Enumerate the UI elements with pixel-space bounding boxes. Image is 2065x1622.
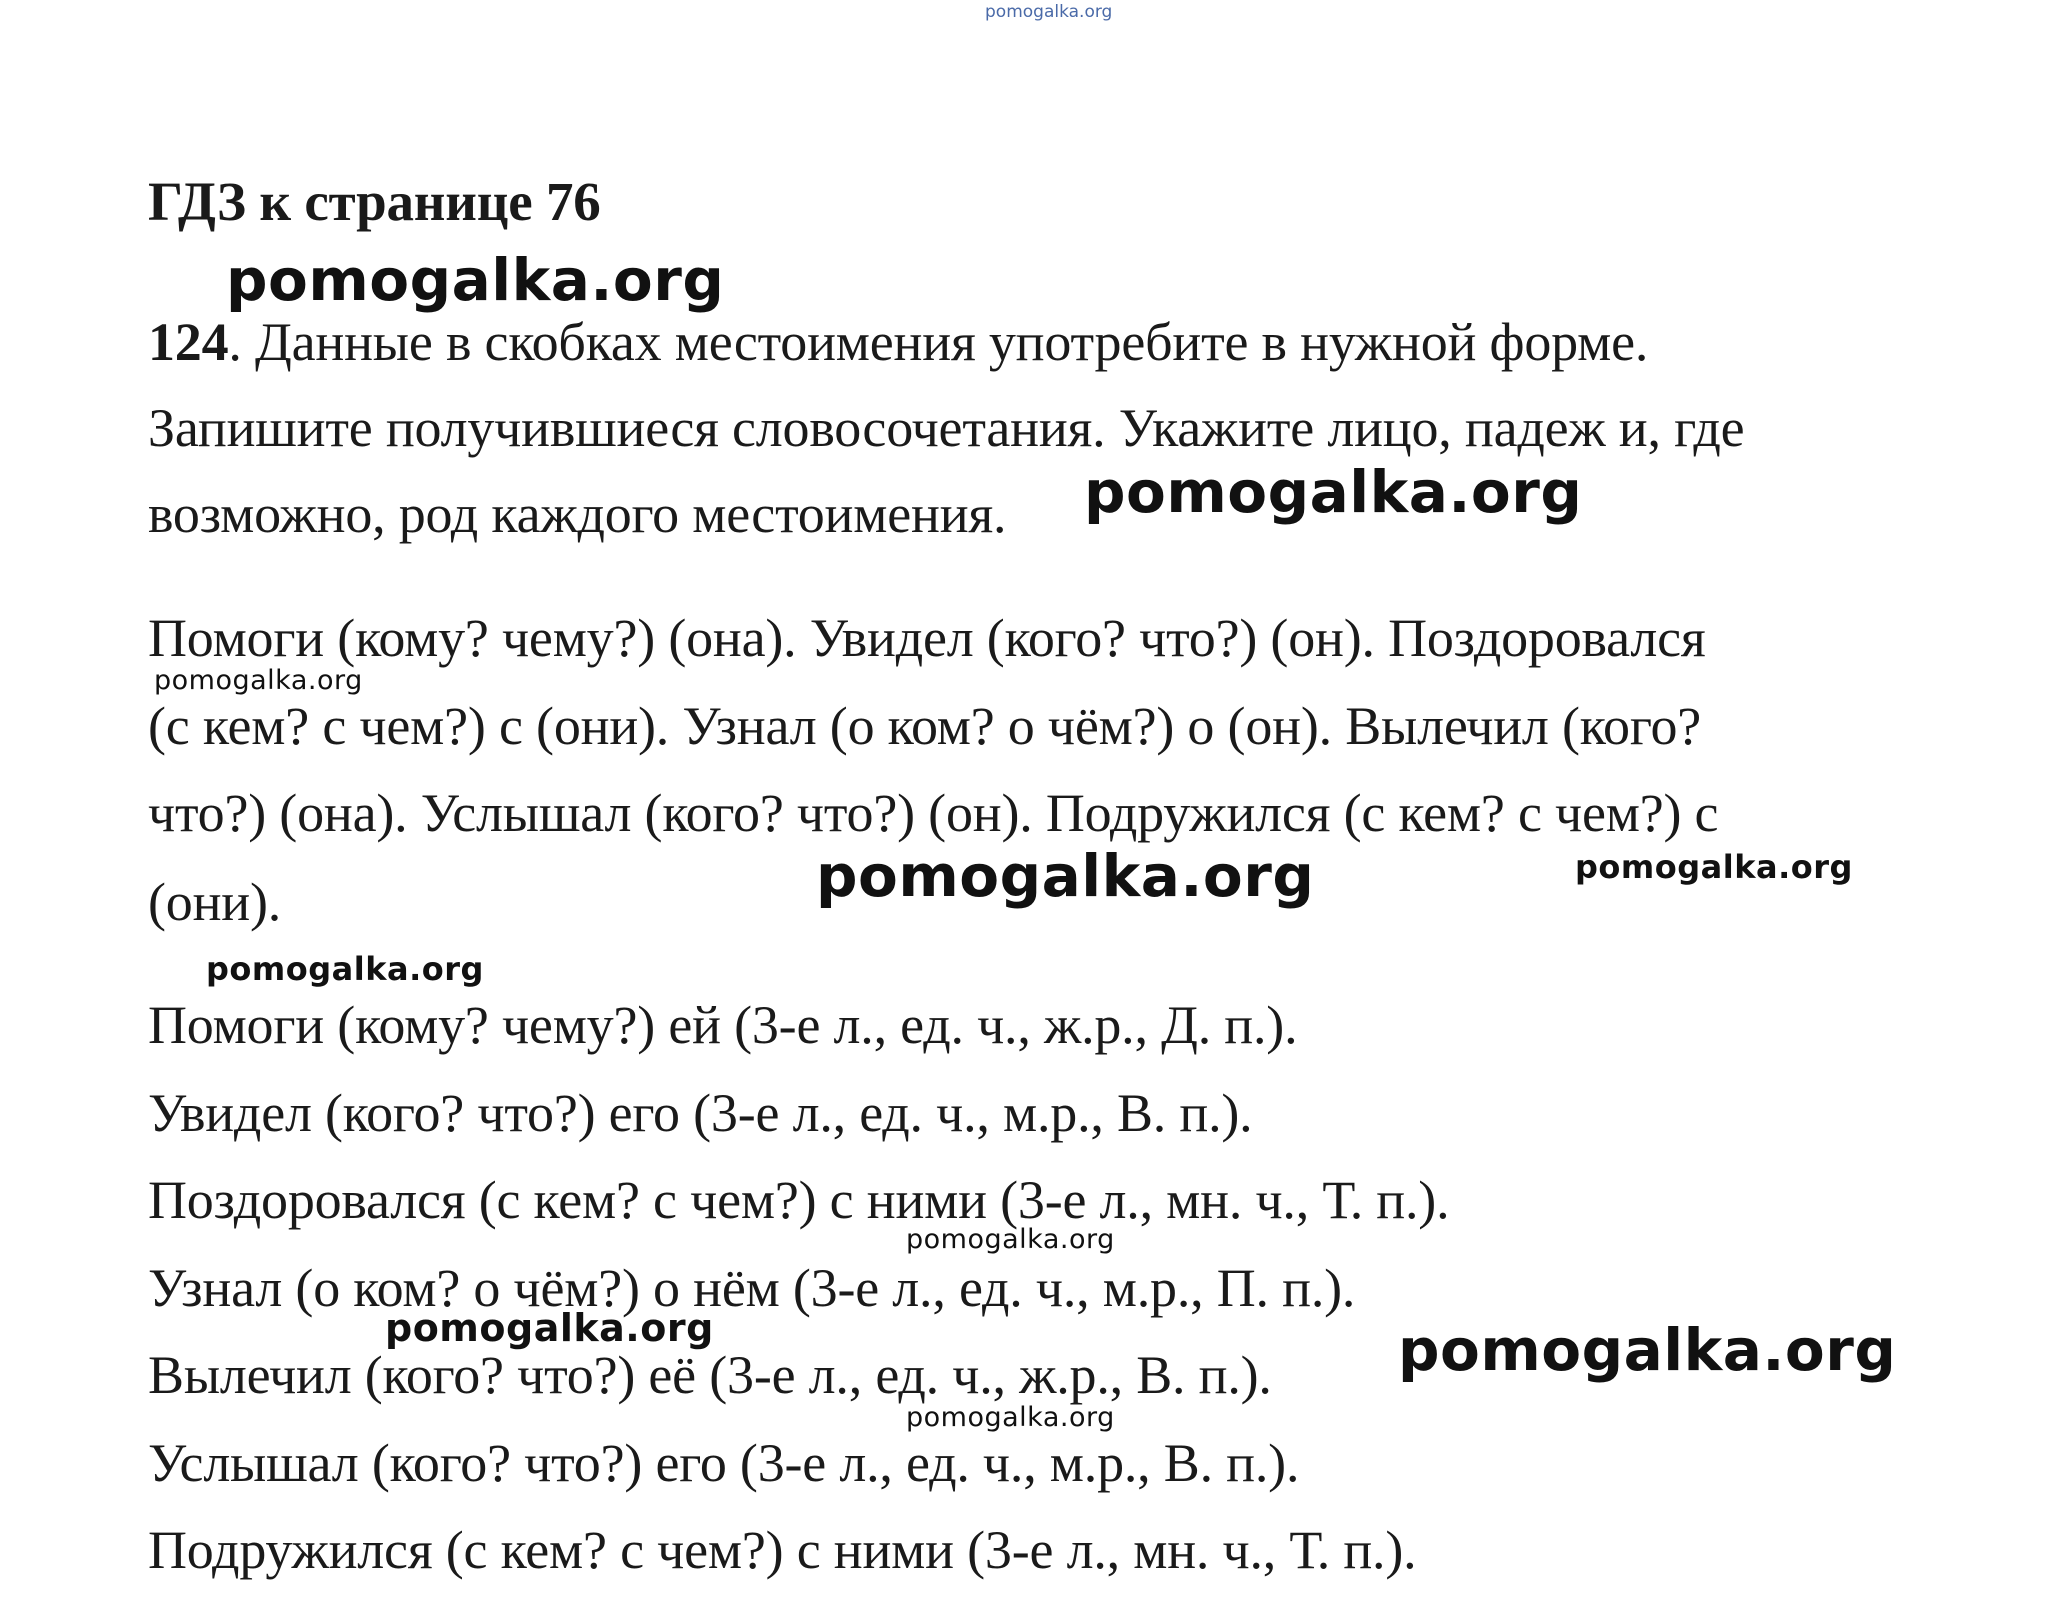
watermark: pomogalka.org	[1575, 848, 1853, 886]
watermark: pomogalka.org	[1084, 458, 1583, 526]
page-heading: ГДЗ к странице 76	[148, 171, 601, 232]
answer-line-5: Вылечил (кого? что?) её (3-е л., ед. ч., ж.р., В. п.).	[148, 1345, 1272, 1405]
task-line-2: Запишите получившиеся словосочетания. Укажите лицо, падеж и, где	[148, 398, 1745, 458]
watermark: pomogalka.org	[906, 1224, 1115, 1255]
watermark: pomogalka.org	[226, 246, 725, 314]
watermark-top: pomogalka.org	[985, 2, 1113, 22]
watermark: pomogalka.org	[206, 950, 484, 988]
answer-line-6: Услышал (кого? что?) его (3-е л., ед. ч., м.р., В. п.).	[148, 1433, 1300, 1493]
answer-line-1: Помоги (кому? чему?) ей (3-е л., ед. ч., ж.р., Д. п.).	[148, 995, 1298, 1055]
task-number: 124	[148, 312, 229, 372]
watermark: pomogalka.org	[154, 665, 363, 696]
answer-line-4: Узнал (о ком? о чём?) о нём (3-е л., ед. ч., м.р., П. п.).	[148, 1258, 1356, 1318]
answer-line-3: Поздоровался (с кем? с чем?) с ними (3-е л., мн. ч., Т. п.).	[148, 1170, 1450, 1230]
task-line-1	[148, 312, 1648, 372]
exercise-line-2: (с кем? с чем?) с (они). Узнал (о ком? о чём?) о (он). Вылечил (кого?	[148, 696, 1702, 756]
answer-line-2: Увидел (кого? что?) его (3-е л., ед. ч., м.р., В. п.).	[148, 1083, 1253, 1143]
exercise-line-4: (они).	[148, 872, 282, 932]
exercise-line-3: что?) (она). Услышал (кого? что?) (он). Подружился (с кем? с чем?) с	[148, 783, 1719, 843]
watermark: pomogalka.org	[906, 1402, 1115, 1433]
watermark: pomogalka.org	[385, 1306, 714, 1350]
task-line-3: возможно, род каждого местоимения.	[148, 484, 1007, 544]
answer-line-7: Подружился (с кем? с чем?) с ними (3-е л., мн. ч., Т. п.).	[148, 1520, 1417, 1580]
watermark: pomogalka.org	[816, 842, 1315, 910]
task-text: . Данные в скобках местоимения употребите в нужной форме.	[228, 312, 1649, 372]
watermark: pomogalka.org	[1398, 1316, 1897, 1384]
exercise-line-1: Помоги (кому? чему?) (она). Увидел (кого? что?) (он). Поздоровался	[148, 608, 1706, 668]
